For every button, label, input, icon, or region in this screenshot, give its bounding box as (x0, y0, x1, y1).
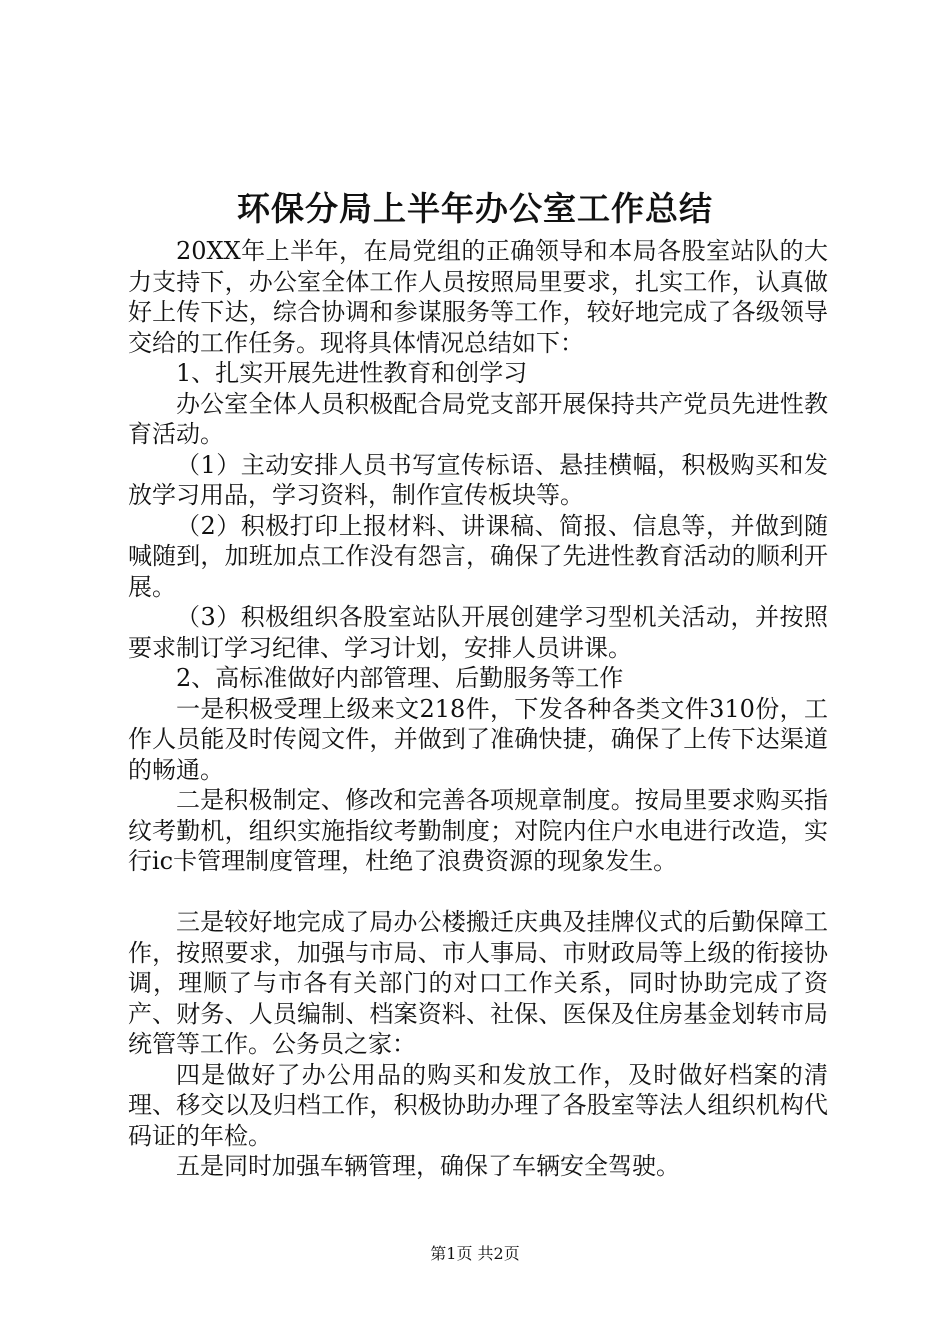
paragraph-item-four: 四是做好了办公用品的购买和发放工作，及时做好档案的清理、移交以及归档工作，积极协助办理了各股室等法人组织机构代码证的年检。 (128, 1060, 828, 1150)
section-heading-1: 1、扎实开展先进性教育和创学习 (176, 359, 528, 387)
document-body (128, 236, 828, 1182)
section-heading-2: 2、高标准做好内部管理、后勤服务等工作 (176, 664, 624, 692)
page-footer: 第1页 共2页 (430, 1244, 520, 1263)
paragraph-item-five: 五是同时加强车辆管理，确保了车辆安全驾驶。 (176, 1152, 680, 1180)
document-title: 环保分局上半年办公室工作总结 (237, 189, 713, 228)
paragraph-item-one: 一是积极受理上级来文218件，下发各种各类文件310份，工作人员能及时传阅文件，并做到了准确快捷，确保了上传下达渠道的畅通。 (128, 694, 828, 784)
list-item-1: （1）主动安排人员书写宣传标语、悬挂横幅，积极购买和发放学习用品，学习资料，制作宣传板块等。 (128, 450, 828, 509)
list-item-2: （2）积极打印上报材料、讲课稿、简报、信息等，并做到随喊随到，加班加点工作没有怨言，确保了先进性教育活动的顺利开展。 (128, 511, 828, 601)
paragraph: 办公室全体人员积极配合局党支部开展保持共产党员先进性教育活动。 (128, 389, 828, 448)
blank-line (128, 877, 828, 908)
paragraph-intro: 20XX年上半年，在局党组的正确领导和本局各股室站队的大力支持下，办公室全体工作人员按照局里要求，扎实工作，认真做好上传下达，综合协调和参谋服务等工作，较好地完成了各级领导交给的工作任务。现将具体情况总结如下： (128, 237, 828, 357)
paragraph-item-two: 二是积极制定、修改和完善各项规章制度。按局里要求购买指纹考勤机，组织实施指纹考勤制度；对院内住户水电进行改造，实行ic卡管理制度管理，杜绝了浪费资源的现象发生。 (128, 786, 828, 875)
paragraph-item-three: 三是较好地完成了局办公楼搬迁庆典及挂牌仪式的后勤保障工作，按照要求，加强与市局、市人事局、市财政局等上级的衔接协调，理顺了与市各有关部门的对口工作关系，同时协助完成了资产、财务、人员编制、档案资料、社保、医保及住房基金划转市局统管等工作。公务员之家： (128, 908, 828, 1058)
list-item-3: （3）积极组织各股室站队开展创建学习型机关活动，并按照要求制订学习纪律、学习计划，安排人员讲课。 (128, 603, 828, 662)
